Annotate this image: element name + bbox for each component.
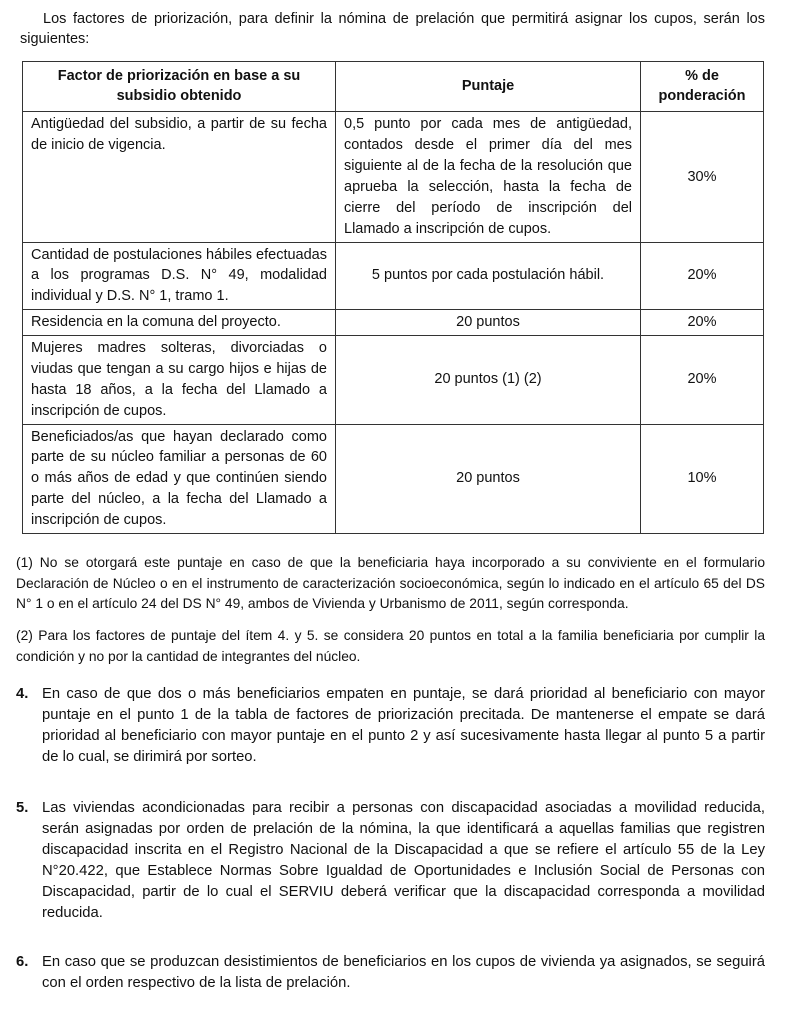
cell-factor-mujeres-madres: Mujeres madres solteras, divorciadas o viudas que tengan a su cargo hijos e hijas de hasta 18 años, a la fecha del Llamado a inscripción de cupos. [23,336,336,425]
item-6-number: 6. [16,954,29,971]
table-row [23,310,764,336]
cell-puntaje-residencia: 20 puntos [336,310,641,336]
cell-factor-residencia: Residencia en la comuna del proyecto. [23,310,336,336]
item-5-text: Las viviendas acondicionadas para recibir a personas con discapacidad asociadas a movilidad reducida, serán asignadas por orden de prelación de la nómina, la que identificará a aquellas familias que registren discapacidad inscrita en el Registro Nacional de la Discapacidad a que se refiere el artículo 55 de la Ley N°20.422, que Establece Normas Sobre Igualdad de Oportunidades e Inclusión Social de Personas con Discapacidad, partir de lo cual el SERVIU deberá verificar que la discapacidad corresponda a movilidad reducida. [42,800,765,922]
cell-factor-adultos-mayores: Beneficiados/as que hayan declarado como parte de su núcleo familiar a personas de 60 o más años de edad y que continúen siendo parte del núcleo, a la fecha del Llamado a inscripción de cupos. [23,424,336,533]
cell-ponderacion-adultos-mayores: 10% [641,424,764,533]
item-4-text: En caso de que dos o más beneficiarios empaten en puntaje, se dará prioridad al beneficiario con mayor puntaje en el punto 1 de la tabla de factores de priorización precitada. De mantenerse el empate se dará prioridad al beneficiario con mayor puntaje en el punto 2 y así sucesivamente hasta llegar al punto 5 a partir de lo cual, se dirimirá por sorteo. [42,686,765,766]
cell-factor-antiguedad: Antigüedad del subsidio, a partir de su fecha de inicio de vigencia. [23,112,336,242]
cell-ponderacion-residencia: 20% [641,310,764,336]
footnote-2: (2) Para los factores de puntaje del ítem 4. y 5. se considera 20 puntos en total a la familia beneficiaria por cumplir la condición y no por la cantidad de integrantes del núcleo. [16,628,765,664]
cell-puntaje-mujeres-madres: 20 puntos (1) (2) [336,336,641,425]
cell-ponderacion-postulaciones: 20% [641,242,764,310]
item-6-text: En caso que se produzcan desistimientos de beneficiarios en los cupos de vivienda ya asignados, se seguirá con el orden respectivo de la lista de prelación. [42,954,765,992]
column-header-factor: Factor de priorización en base a su subsidio obtenido [23,61,336,112]
column-header-ponderacion: % de ponderación [641,61,764,112]
cell-puntaje-adultos-mayores: 20 puntos [336,424,641,533]
cell-puntaje-antiguedad: 0,5 punto por cada mes de antigüedad, contados desde el primer día del mes siguiente al de la fecha de la resolución que aprueba la selección, hasta la fecha de cierre del período de inscripción del Llamado a inscripción de cupos. [336,112,641,242]
table-row [23,112,764,242]
numbered-item-4 [16,684,765,768]
table-header-row [23,61,764,112]
column-header-puntaje: Puntaje [336,61,641,112]
footnote-1: (1) No se otorgará este puntaje en caso de que la beneficiaria haya incorporado a su conviviente en el formulario Declaración de Núcleo o en el instrumento de caracterización socioeconómica, según lo indicado en el artículo 65 del DS N° 1 o en el artículo 24 del DS N° 49, ambos de Vivienda y Urbanismo de 2011, según corresponda. [16,554,765,612]
cell-factor-postulaciones: Cantidad de postulaciones hábiles efectuadas a los programas D.S. N° 49, modalidad individual y D.S. N° 1, tramo 1. [23,242,336,310]
table-row [23,242,764,310]
numbered-item-5 [16,798,765,924]
cell-ponderacion-mujeres-madres: 20% [641,336,764,425]
priorization-table [22,61,764,534]
intro-paragraph: Los factores de priorización, para definir la nómina de prelación que permitirá asignar los cupos, serán los siguientes: [20,11,765,48]
cell-ponderacion-antiguedad: 30% [641,112,764,242]
cell-puntaje-postulaciones: 5 puntos por cada postulación hábil. [336,242,641,310]
numbered-item-6 [16,952,765,994]
table-row [23,424,764,533]
item-4-number: 4. [16,686,29,703]
item-5-number: 5. [16,800,29,817]
table-row [23,336,764,425]
